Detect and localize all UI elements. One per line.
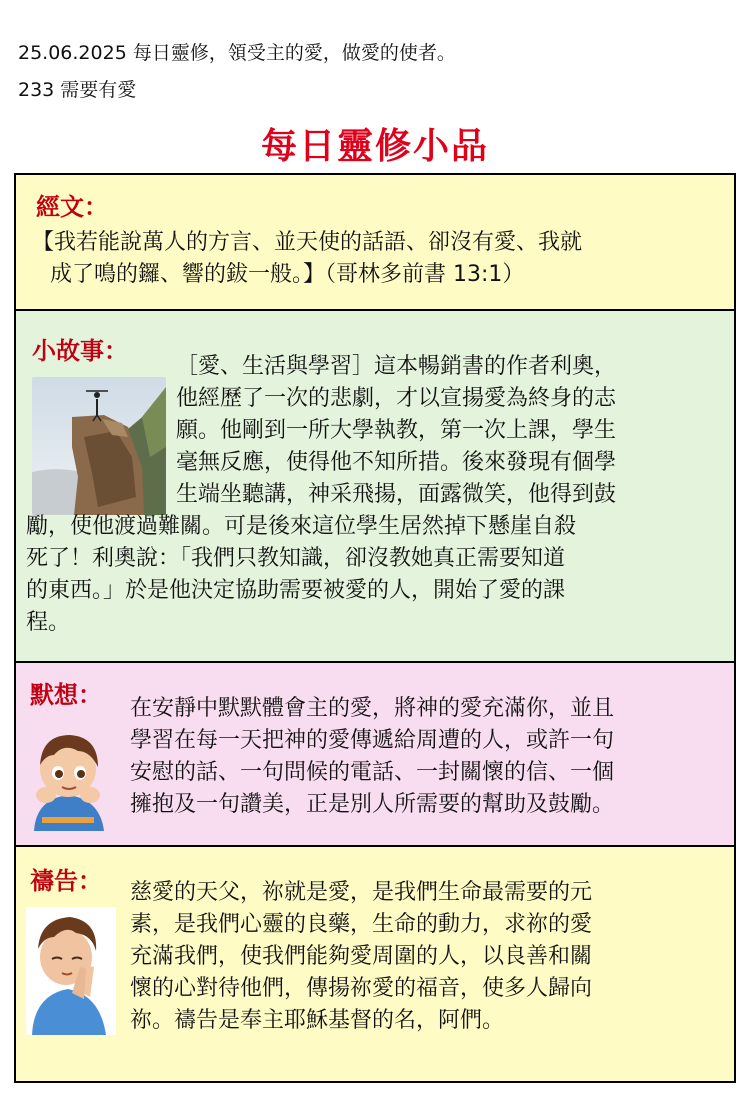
story-line: 毫無反應，使得他不知所措。後來發現有個學 [176, 450, 617, 475]
prayer-line: 充滿我們，使我們能夠愛周圍的人，以良善和關 [130, 944, 593, 969]
meditation-line: 安慰的話、一句問候的電話、一封關懷的信、一個 [130, 760, 615, 785]
scripture-text [32, 227, 582, 291]
prayer-section [16, 847, 734, 1081]
header-date-line: 25.06.2025 每日靈修，領受主的愛，做愛的使者。 [18, 42, 456, 64]
cliff-photo [32, 377, 166, 515]
story-text-top [176, 351, 616, 511]
page-title: 每日靈修小品 [260, 126, 489, 167]
praying-boy-image [26, 907, 116, 1035]
story-label: 小故事： [32, 337, 128, 365]
story-line: 的東西。」於是他決定協助需要被愛的人，開始了愛的課 [26, 578, 566, 603]
praying-boy-illustration [26, 907, 116, 1035]
prayer-line: 素，是我們心靈的良藥，生命的動力，求祢的愛 [130, 912, 593, 937]
meditation-line: 學習在每一天把神的愛傳遞給周遭的人，或許一句 [130, 728, 615, 753]
meditation-label: 默想： [30, 681, 102, 709]
meditation-section [16, 663, 734, 847]
story-line: 死了！利奧說：「我們只教知識，卻沒教她真正需要知道 [26, 546, 566, 571]
prayer-line: 懷的心對待他們，傳揚祢愛的福音，使多人歸向 [130, 976, 593, 1001]
scripture-section [16, 175, 734, 311]
prayer-label: 禱告： [30, 867, 102, 895]
meditation-text [130, 693, 614, 821]
header-subtitle: 233 需要有愛 [18, 79, 137, 101]
cliff-photo-image [32, 377, 166, 515]
story-line: 生端坐聽講，神采飛揚，面露微笑，他得到鼓 [176, 482, 617, 507]
prayer-line: 慈愛的天父，祢就是愛，是我們生命最需要的元 [130, 880, 593, 905]
prayer-line: 祢。禱告是奉主耶穌基督的名，阿們。 [130, 1008, 505, 1033]
thinking-boy-illustration [24, 721, 114, 831]
thinking-boy-image [24, 721, 114, 831]
devotional-frame [14, 173, 736, 1083]
story-text-bottom [26, 511, 576, 639]
story-section [16, 311, 734, 663]
scripture-label: 經文： [36, 193, 108, 221]
story-line: 他經歷了一次的悲劇，才以宣揚愛為終身的志 [176, 386, 617, 411]
scripture-line: 【我若能說萬人的方言、並天使的話語、卻沒有愛、我就 [32, 230, 583, 255]
scripture-line: 成了鳴的鑼、響的鈸一般。】（哥林多前書 13:1） [50, 262, 525, 287]
story-line: 程。 [26, 610, 71, 635]
meditation-line: 擁抱及一句讚美，正是別人所需要的幫助及鼓勵。 [130, 792, 615, 817]
meditation-line: 在安靜中默默體會主的愛，將神的愛充滿你，並且 [130, 696, 615, 721]
story-line: 勵，使他渡過難關。可是後來這位學生居然掉下懸崖自殺 [26, 514, 577, 539]
prayer-text [130, 877, 592, 1037]
story-line: 願。他剛到一所大學執教，第一次上課，學生 [176, 418, 617, 443]
story-line: ［愛、生活與學習］這本暢銷書的作者利奧， [176, 354, 617, 379]
